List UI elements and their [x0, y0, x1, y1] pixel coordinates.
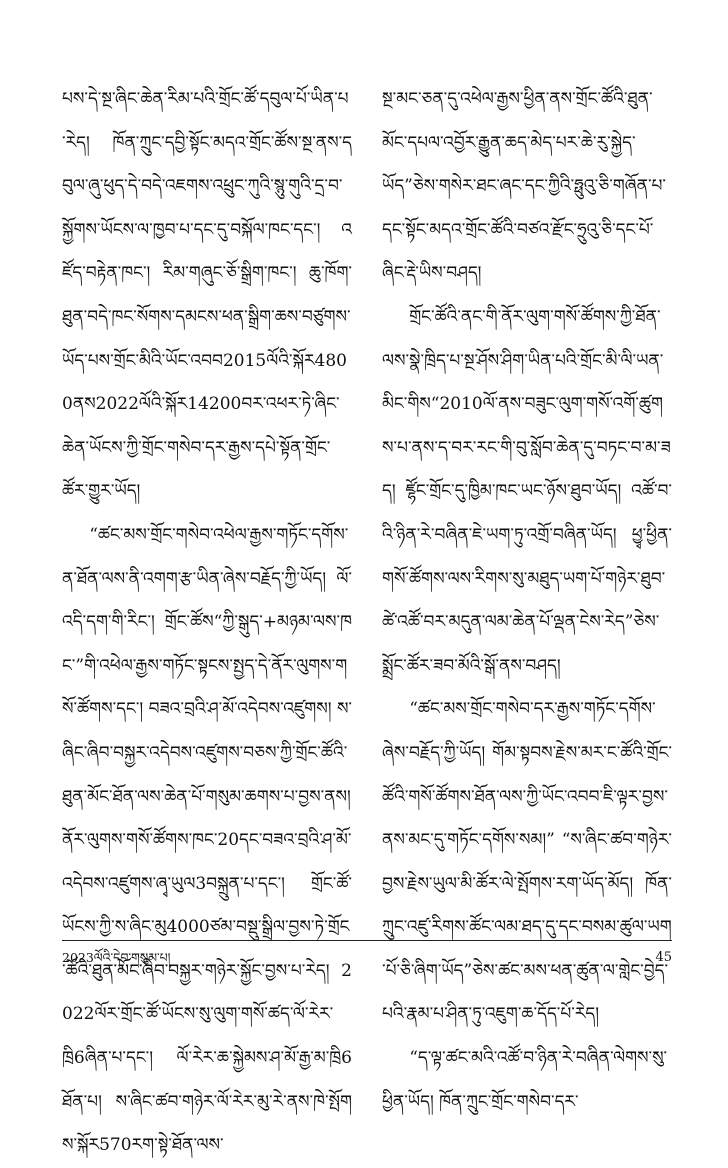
footer-divider: [62, 940, 672, 941]
paragraph: སྔ་མང་ཅན་དུ་འཕེལ་རྒྱས་ཕྱིན་ནས་གྲོང་ཚོའི་ཐུན་མོང་དཔལ་འབྱོར་རྒྱུན་ཆད་མེད་པར་ཆེ་རུ་སྐྱེད་ཡོད”ཅེས་གསེར་ཐང་ཞང་དང་ཀྱིའི་ཧྥུའུ་ཅི་གཞོན་པ་དང་སྟོང་མདའ་གྲོང་ཚོའི་བཙའ་རྫོང་ཧྲུའུ་ཅི་དང་པོ་ཞིང་རྡེ་ཡིས་བཤད།: [382, 89, 667, 284]
paragraph: “ད་ལྟ་ཚང་མའི་འཚོ་བ་ཉིན་རེ་བཞིན་ལེགས་སུ་ཕྱིན་ཡོད། ཁོན་ཀྲུང་གྲོང་གསེབ་དར་: [382, 1048, 668, 1112]
paragraph: གྲོང་ཚོའི་ནང་གི་ནོར་ལུག་གསོ་ཚོགས་ཀྱི་ཐོན་ལས་སྣེ་ཁྲིད་པ་སྔ་ཤོས་ཤིག་ཡིན་པའི་གྲོང་མི་ལི་ཡན་མིང་གིས“2010ལོ་ནས་བཟུང་ལུག་གསོ་འགོ་ཚུགས་པ་ནས་ད་བར་རང་གི་བུ་སློབ་ཆེན་དུ་བཏང་བ་མ་ཟད། ཛྷོང་གྲོང་དུ་ཁྱིམ་ཁང་ཡང་ཉོས་ཐུབ་ཡོད། འཚོ་བ་འི་ཉིན་རེ་བཞིན་ཇེ་ཡག་ཏུ་འགྲོ་བཞིན་ཡོད། ཕྱྭ་ཕྱིན་གསོ་ཚོགས་ལས་རིགས་སུ་མཐུད་ཡག་པོ་གཉེར་ཐུབ་ཚེ་འཚོ་བར་མདུན་ལམ་ཆེན་པོ་ལྡན་ངེས་རེད”ཅེས་སྨྲོང་ཚོར་ཟབ་མོའི་སྒོ་ནས་བཤད།: [382, 306, 672, 676]
page-number: 45: [655, 950, 672, 965]
paragraph: “ཚང་མས་གྲོང་གསེབ་དར་རྒྱས་གཏོང་དགོས་ཞེས་བརྗོད་ཀྱི་ཡོད། གོམ་སྟབས་རྗེས་མར་ང་ཚོའི་གྲོང་ཚོའི་གསོ་ཚོགས་ཐོན་ལས་ཀྱི་ཡོང་འབབ་ཇི་ལྟར་བྱས་ནས་མང་དུ་གཏོང་དགོས་སམ།” “ས་ཞིང་ཚབ་གཉེར་བྱས་རྗེས་ཡུལ་མི་ཚོར་ལེ་སྤོགས་རག་ཡོད་མོད། ཁོན་ཀྲུང་འཛུ་རིགས་ཚོང་ལམ་ཐད་དུ་དང་བསམ་ཚུལ་ཡག་པོ་ཅི་ཞིག་ཡོད”ཅེས་ཚང་མས་ཕན་ཚུན་ལ་གླེང་བྱེད་པའི་རྣམ་པ་ཤིན་ཏུ་འཇུག་ཆ་དོད་པོ་རེད།: [382, 699, 672, 1025]
paragraph: “ཚང་མས་གྲོང་གསེབ་འཕེལ་རྒྱས་གཏོང་དགོས་ན་ཐོན་ལས་ནི་འགག་རྩ་ཡིན་ཞེས་བརྗོད་ཀྱི་ཡོད། ལོ་འདི་དག་གི་རིང་། གྲོང་ཚོས“ཀྱི་སྒུད་+མཉམ་ལས་ཁང་”གི་འཕེལ་རྒྱས་གཏོང་སྟངས་སྤྱད་དེ་ནོར་ལུགས་གསོ་ཚོགས་དང་། བཟའ་བྲའི་ཤ་མོ་འདེབས་འཛུགས། ས་ཞིང་ཞིབ་བསྐྱར་འདེབས་འཛུགས་བཅས་ཀྱི་གྲོང་ཚོའི་ཐུན་མོང་ཐོན་ལས་ཆེན་པོ་གསུམ་ཆགས་པ་བྱས་ནས། ནོར་ལུགས་གསོ་ཚོགས་ཁང་20དང་བཟའ་བྲའི་ཤ་མོ་འདེབས་འཛུགས་ཞྭ་ཡུལ3བསྐྲུན་པ་དང་། གྲོང་ཚོ་ཡོངས་ཀྱི་ས་ཞིང་མུ4000ཙམ་བསྡུ་སྒྲིལ་བྱས་ཏེ་གྲོང་ཚོའི་ཐུན་མོང་ཞིབ་བསྐྱར་གཉེར་སྐྱོང་བྱས་པ་རེད། 2022ལོར་གྲོང་ཚོ་ཡོངས་སུ་ལུག་གསོ་ཚད་ལོ་རེར་ཁྲི6ཞིན་པ་དང་། ལོ་རེར་ཆ་སྐྱེམས་ཤ་མོ་རྒྱ་མ་ཁྲི6ཐོན་པ། ས་ཞིང་ཚབ་གཉེར་ལོ་རེར་མུ་རེ་ནས་ཁེ་སྤོགས་སྐོར570རག་སྟེ་ཐོན་ལས་: [62, 524, 352, 1156]
footer-issue-label: 2023ལོའི་དེབ་གསུམ་པ།: [62, 950, 171, 965]
paragraph: པས་དེ་སྔ་ཞིང་ཆེན་རིམ་པའི་གྲོང་ཚོ་དབུལ་པོ་ཡིན་པ་རེད། ཁོན་ཀྲུང་དབྱི་སྟོང་མདའ་གྲོང་ཚོས་སྔ་ནས་དབུལ་ཞུ་ཕུད་དེ་བདེ་འཇགས་འཕྲུང་ཀུའི་སྙུ་གུའི་དྲ་བ་སྐྱོགས་ཡོངས་ལ་ཁྱབ་པ་དང་དུ་བསྐོལ་ཁང་དང་། འཛོད་བརྟེན་ཁང་། རིམ་གཞུང་ཅོ་སྒྲིག་ཁང་། ཆུ་ཁོག་ཐུན་བདེ་ཁང་སོགས་དམངས་ཕན་སྒྲིག་ཆས་བཙུགས་ཡོད་པས་གྲོང་མིའི་ཡོང་འབབ2015ལོའི་སྐོར4800ནས2022ལོའི་སྐོར14200བར་འཕར་ཏེ་ཞིང་ཆེན་ཡོངས་ཀྱི་གྲོང་གསེབ་དར་རྒྱས་དཔེ་སྟོན་གྲོང་ཚོར་གྱུར་ཡོད།: [62, 89, 352, 502]
